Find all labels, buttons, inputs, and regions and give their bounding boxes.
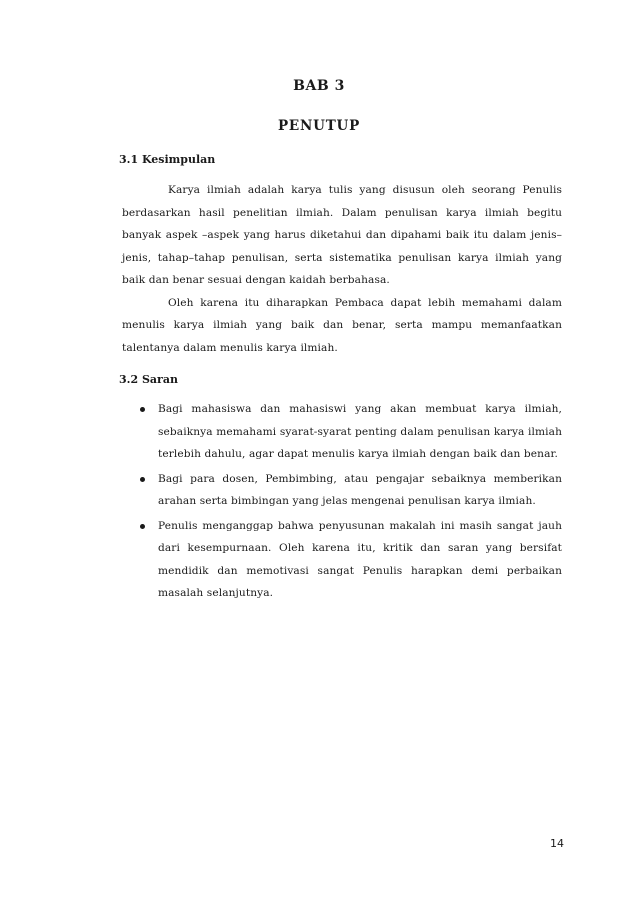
paragraph: Karya ilmiah adalah karya tulis yang disusun oleh seorang Penulis berdasarkan hasil penelitian ilmiah. Dalam penulisan karya ilmiah begitu banyak aspek –aspek yang harus diketahui dan dipahami baik itu dalam jenis–jenis, tahap–tahap penulisan, serta sistematika penulisan karya ilmiah yang baik dan benar sesuai dengan kaidah berbahasa. bbox=[122, 184, 562, 286]
bullet-icon bbox=[140, 477, 145, 482]
list-item bbox=[138, 398, 562, 466]
section-heading-kesimpulan: 3.1 Kesimpulan bbox=[119, 153, 216, 166]
list-item-text: Penulis menganggap bahwa penyusunan makalah ini masih sangat jauh dari kesempurnaan. Oleh karena itu, kritik dan saran yang bersifat mendidik dan memotivasi sangat Penulis harapkan demi perbaikan masalah selanjutnya. bbox=[158, 519, 562, 599]
chapter-number: BAB 3 bbox=[293, 78, 345, 94]
saran-list bbox=[138, 398, 562, 607]
list-item-text: Bagi mahasiswa dan mahasiswi yang akan membuat karya ilmiah, sebaiknya memahami syarat-syarat penting dalam penulisan karya ilmiah terlebih dahulu, agar dapat menulis karya ilmiah dengan baik dan benar. bbox=[158, 403, 562, 460]
page-number: 14 bbox=[550, 837, 564, 850]
bullet-icon bbox=[140, 407, 145, 412]
section-heading-saran: 3.2 Saran bbox=[119, 373, 178, 386]
list-item-text: Bagi para dosen, Pembimbing, atau pengajar sebaiknya memberikan arahan serta bimbingan yang jelas mengenai penulisan karya ilmiah. bbox=[158, 472, 562, 507]
list-item bbox=[138, 515, 562, 605]
bullet-icon bbox=[140, 524, 145, 529]
list-item bbox=[138, 468, 562, 513]
chapter-title: PENUTUP bbox=[277, 118, 361, 134]
section-body-kesimpulan bbox=[122, 179, 562, 359]
paragraph: Oleh karena itu diharapkan Pembaca dapat lebih memahami dalam menulis karya ilmiah yang baik dan benar, serta mampu memanfaatkan talentanya dalam menulis karya ilmiah. bbox=[122, 296, 562, 354]
